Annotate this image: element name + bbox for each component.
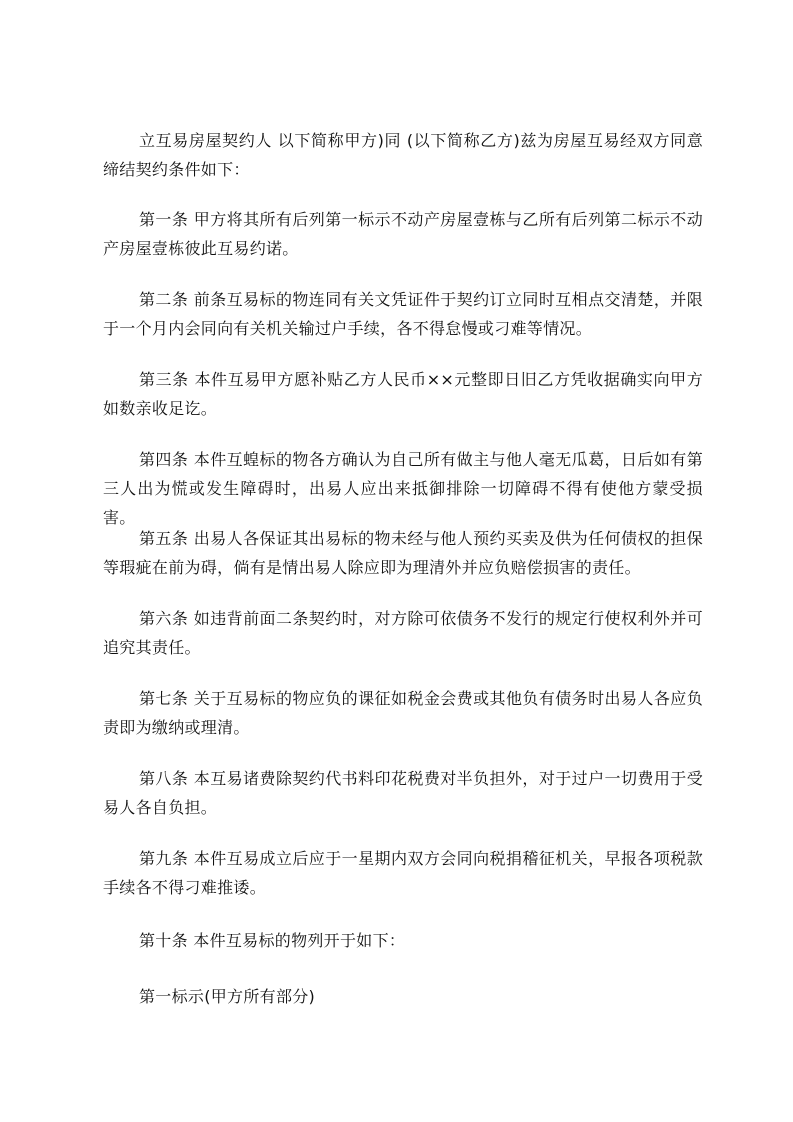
schedule-1-heading: 第一标示(甲方所有部分) <box>139 987 316 1006</box>
article-6: 第六条 如违背前面二条契约时，对方除可依债务不发行的规定行使权利外并可追究其责任。 <box>103 609 703 657</box>
contract-preamble: 立互易房屋契约人 以下简称甲方)同 (以下简称乙方)兹为房屋互易经双方同意缔结契约条件如下： <box>103 131 703 179</box>
article-1: 第一条 甲方将其所有后列第一标示不动产房屋壹栋与乙所有后列第二标示不动产房屋壹栋彼此互易约诺。 <box>103 210 703 258</box>
article-4: 第四条 本件互蝗标的物各方确认为自己所有做主与他人毫无瓜葛，日后如有第三人出为慌或发生障碍时，出易人应出来抵御排除一切障碍不得有使他方蒙受损害。 <box>103 450 703 527</box>
article-9: 第九条 本件互易成立后应于一星期内双方会同向税捐稽征机关，早报各项税款手续各不得刁难推诿。 <box>103 849 703 897</box>
article-7: 第七条 关于互易标的物应负的课征如税金会费或其他负有债务时出易人各应负责即为缴纳或理清。 <box>103 689 703 737</box>
article-10: 第十条 本件互易标的物列开于如下： <box>139 931 406 950</box>
article-8: 第八条 本互易诸费除契约代书料印花税费对半负担外，对于过户一切费用于受易人各自负担。 <box>103 769 703 817</box>
article-3: 第三条 本件互易甲方愿补贴乙方人民币××元整即日旧乙方凭收据确实向甲方如数亲收足讫。 <box>103 370 703 418</box>
article-2: 第二条 前条互易标的物连同有关文凭证件于契约订立同时互相点交清楚，并限于一个月内会同向有关机关输过户手续，各不得怠慢或刁难等情况。 <box>103 290 703 338</box>
article-5: 第五条 出易人各保证其出易标的物未经与他人预约买卖及供为任何债权的担保等瑕疵在前为碍，倘有是情出易人除应即为理清外并应负赔偿损害的责任。 <box>103 529 703 577</box>
